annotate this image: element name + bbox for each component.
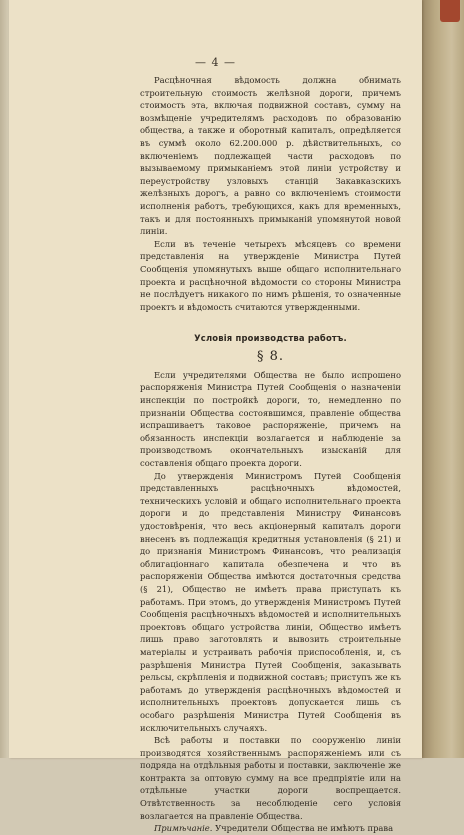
document-body xyxy=(140,74,401,835)
note-label: Примѣчаніе. xyxy=(154,823,213,834)
section-heading: Условія производства работъ. xyxy=(194,333,347,344)
bookmark-ribbon xyxy=(440,0,460,22)
paragraph-approval: Если въ теченіе четырехъ мѣсяцевъ со времени представленія на утвержденіе Министра Путей Сообщенія упомянутыхъ выше общаго исполнительнаго проекта и расцѣночной вѣдомости со стороны Министра не послѣдуетъ никакого по нимъ рѣшенія, то означенные проектъ и вѣдомость считаются утвержденными. xyxy=(140,238,401,312)
paragraph-contracts: Всѣ работы и поставки по сооруженію линіи производятся хозяйственнымъ распоряженіемъ или съ подряда на отдѣльныя работы и поставки, заключеніе же контракта за оптовую сумму на все предпріятіе или на отдѣльные участки дороги воспрещается. Отвѣтственность за несоблюденіе сего условія возлагается на правленіе Общества. xyxy=(140,735,401,821)
paragraph-inspection: Если учредителями Общества не было испрошено распоряженія Министра Путей Сообщенія о назначеніи инспекціи по постройкѣ дороги, то, немедленно по признаніи Общества состоявшимся, правленіе общества испрашиваетъ таковое распоряженіе, причемъ на обязанность инспекціи возлагается и наблюденіе за производствомъ окончательныхъ изысканій для составленія общаго проекта дороги. xyxy=(140,369,401,469)
binding-edge xyxy=(0,0,9,758)
note-text: Учредители Общества не имѣютъ права xyxy=(212,823,394,834)
paragraph-works-start: До утвержденія Министромъ Путей Сообщенія представленныхъ расцѣночныхъ вѣдомостей, техническихъ условій и общаго исполнительнаго проекта дороги и до представленія Министру Финансовъ удостовѣренія, что весь акціонерный капиталъ дороги внесенъ въ подлежащія кредитныя установленія (§ 21) и до признанія Министромъ Финансовъ, что реализація облигаціоннаго капитала обезпечена и что въ распоряженіи Общества имѣются достаточныя средства (§ 21), Общество не имѣетъ права приступать къ работамъ. При этомъ, до утвержденія Министромъ Путей Сообщенія расцѣночныхъ вѣдомостей и исполнительныхъ проектовъ общаго устройства линіи, Общество имѣетъ лишь право заготовлять и вывозить строительные матеріалы и устраивать рабочія приспособленія, и, съ разрѣшенія Министра Путей Сообщенія, заказывать рельсы, скрѣпленія и подвижной составъ; приступъ же къ работамъ до утвержденія расцѣночныхъ вѣдомостей и исполнительныхъ проектовъ допускается лишь съ особаго разрѣшенія Министра Путей Сообщенія въ исключительныхъ случаяхъ. xyxy=(140,470,401,733)
book-spine xyxy=(422,0,464,758)
paragraph-estimate: Расцѣночная вѣдомость должна обнимать строительную стоимость желѣзной дороги, причемъ стоимость эта, включая подвижной составъ, сумму на возмѣщеніе учредителямъ расходовъ по образованію общества, а также и оборотный капиталъ, опредѣляется въ суммѣ около 62.200.000 р. дѣйствительныхъ, со включеніемъ подлежащей части расходовъ по вызываемому примыканіемъ этой линіи устройству и переустройству узловыхъ станцій Закавказскихъ желѣзныхъ дорогъ, а равно со включеніемъ стоимости исполненія работъ, требующихся, какъ для временныхъ, такъ и для постоянныхъ примыканій упомянутой новой линіи. xyxy=(140,75,401,237)
note-paragraph xyxy=(140,822,401,835)
section-number: § 8. xyxy=(256,348,285,364)
page-number: — 4 — xyxy=(195,56,236,69)
